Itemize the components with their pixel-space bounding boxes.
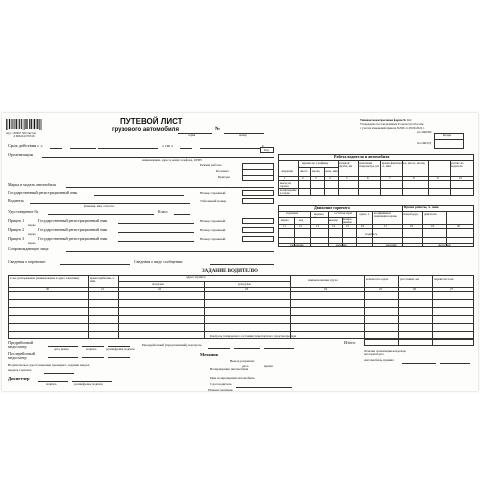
fuel-col-engine: двигателя xyxy=(424,212,437,216)
task-addr-load: погрузки xyxy=(152,282,164,286)
fuel-num-18: 18 xyxy=(410,224,413,228)
code-small: Код xyxy=(264,148,269,152)
pretrip-label: Предрейсовый медосмотр xyxy=(8,340,34,349)
mode-work: Режим работы xyxy=(200,163,222,167)
fuel-role-4: диспетчер xyxy=(438,243,452,247)
work-num-6: 6 xyxy=(367,176,369,180)
posttrip-label: Послерейсовый медосмотр xyxy=(8,351,35,360)
work-col-sign: распис-ка водителя xyxy=(451,161,464,168)
number-sign: № xyxy=(215,127,221,132)
pretrip-date-caption: дата, время xyxy=(54,347,69,351)
work-table-title: Работа водителя и автомобиля xyxy=(334,154,390,159)
fuel-title: Движение горючего xyxy=(314,205,350,210)
trailer-1-reg: Государственный регистрационный знак xyxy=(38,218,108,223)
dispatcher-decode-caption: расшифровка подписи xyxy=(74,382,103,386)
task-num-25: 25 xyxy=(379,287,382,291)
validity-to: » по « xyxy=(162,143,174,148)
trailer-2-label: Прицеп 2 xyxy=(8,227,25,232)
task-col-address: адрес пункта xyxy=(186,275,206,279)
dispatcher-sign-caption: подпись xyxy=(46,382,57,386)
time-label: время xyxy=(264,364,273,368)
work-num-5: 5 xyxy=(346,176,348,180)
fuel-time-title: Время работы, ч. мин. xyxy=(404,205,440,209)
control-label: Контроль технического состояния транспортного средства пройден xyxy=(210,334,297,338)
trailer-2-garage: Номер гаражный xyxy=(200,228,226,232)
work-ops-header: операция xyxy=(281,169,293,173)
work-num-7: 7 xyxy=(389,176,391,180)
trailer-3-label: Прицеп 3 xyxy=(8,236,25,241)
mode-brigade: Бригада xyxy=(218,175,230,179)
task-num-26: 26 xyxy=(413,287,416,291)
form-note-1: Типовая межотраслевая форма № 4-С xyxy=(360,118,412,122)
work-sched-header: время по графику xyxy=(302,161,329,165)
task-addr-unload: разгрузки xyxy=(238,282,251,286)
class-label: Класс xyxy=(158,209,168,214)
fuel-sub-brand: марка xyxy=(281,218,289,222)
trailer-1-label: Прицеп 1 xyxy=(8,218,25,223)
work-num-8: 8 xyxy=(413,176,415,180)
fuel-col-returned: сдано, л xyxy=(359,212,370,216)
dispatcher-label: Диспетчер xyxy=(8,376,30,381)
work-num-1: 1 xyxy=(284,176,286,180)
fuel-num-14: 14 xyxy=(332,224,335,228)
fuel-num-20: 20 xyxy=(457,224,460,228)
task-col-customer: в чье распоряжение (наименование и адрес заказчика) xyxy=(10,276,80,280)
work-col-speedo: показания спидометра, км xyxy=(359,161,379,168)
driver-caption: фамилия, имя, отчество xyxy=(84,204,115,208)
fuel-col-equip: спецоборуд. xyxy=(403,212,419,216)
mode-column: Колонна xyxy=(216,169,229,173)
handed-label: Сдал водитель xyxy=(210,382,232,386)
fuel-num-19: 19 xyxy=(431,224,434,228)
fuel-role-3: механик xyxy=(386,243,397,247)
accepted-label: Принял механик xyxy=(208,388,233,391)
tab-label: Табельный номер xyxy=(200,199,227,203)
task-title: ЗАДАНИЕ ВОДИТЕЛЮ xyxy=(202,269,258,274)
work-col-month: месяц xyxy=(312,169,320,173)
work-return: возвращение в гараж xyxy=(280,188,297,195)
fuel-col-remain: остаток при xyxy=(334,211,352,215)
when-return-label: При возвращении автомобиль xyxy=(210,376,255,380)
trailer-1-garage: Номер гаражный xyxy=(200,219,226,223)
validity-label: Срок действия с « xyxy=(8,143,43,148)
mechanic-label: Механик xyxy=(200,352,219,357)
codes-header: Коды xyxy=(443,133,451,137)
exit-allowed-label: Выезд разрешен xyxy=(230,359,255,363)
work-col-zero: нулевой пробег, км xyxy=(339,161,353,168)
work-num-10: 10 xyxy=(459,176,462,180)
fuel-num-12: 12 xyxy=(299,224,302,228)
task-num-20: 20 xyxy=(46,287,49,291)
car-accepted-label: Автомобиль принял xyxy=(364,358,394,362)
fuel-sub-exit: выезде xyxy=(329,218,338,222)
page-subtitle: грузового автомобиля xyxy=(112,127,179,133)
work-num-3: 3 xyxy=(315,176,317,180)
trailer-2-reg: Государственный регистрационный знак xyxy=(38,227,108,232)
escort-label: Сопровождающие лица: xyxy=(8,246,50,251)
org-caption: наименование, адрес и номер телефона, ОГРН xyxy=(142,158,202,162)
overload-label: Сведения о перевозке: xyxy=(8,259,47,264)
form-note-2: Утверждена постановлением Госкомстата России xyxy=(360,122,424,126)
car-brand-label: Марка и модель автомобиля xyxy=(8,182,56,187)
okpo-label: по ОКПО xyxy=(417,130,432,134)
task-num-27: 27 xyxy=(450,287,453,291)
trailer-2-sub: марка xyxy=(28,232,36,236)
car-garage-label: Номер гаражный xyxy=(200,191,226,195)
work-num-2: 2 xyxy=(302,176,304,180)
fuel-col-issued: выдано, л xyxy=(314,212,325,219)
pretrip-decode-caption: расшифровка подписи xyxy=(106,347,135,351)
fuel-num-11: 11 xyxy=(283,224,286,228)
license-label: Удостоверение № xyxy=(8,209,39,214)
work-col-day: число xyxy=(300,169,308,173)
license-check-label: Водительское удостоверение проверил, задание выдал, xyxy=(8,363,91,367)
series-caption: серия xyxy=(188,133,196,137)
fuel-role-1: заправщик xyxy=(290,243,304,247)
task-num-24: 24 xyxy=(324,287,327,291)
org-mark-label: Отметки организации-владельца автотранспорта xyxy=(364,349,406,356)
org-label: Организация xyxy=(8,152,33,157)
trailer-3-reg: Государственный регистрационный знак xyxy=(38,236,108,241)
fuel-sub-code: код xyxy=(299,218,304,222)
work-col-time: часы, мин. xyxy=(325,169,339,173)
issued-label: выдать горючее xyxy=(8,368,32,372)
fuel-num-15: 15 xyxy=(346,224,349,228)
article-code: Арт. 130097 500 листов xyxy=(6,131,36,135)
fuel-sign-label: подпись xyxy=(365,232,378,236)
trailer-3-sub: марка xyxy=(28,241,36,245)
task-col-tons: перевезти тонн xyxy=(434,277,454,281)
fuel-role-2: механик xyxy=(336,243,347,247)
task-num-21: 21 xyxy=(101,287,104,291)
number-caption: номер xyxy=(239,133,247,137)
fuel-num-13: 13 xyxy=(316,224,319,228)
work-num-4: 4 xyxy=(329,176,331,180)
task-col-trips: количество ездок xyxy=(366,277,389,281)
validity-year: г. xyxy=(262,143,265,148)
pretrip-control-label: Предрейсовый (предсменный) контроль xyxy=(142,343,202,347)
work-num-9: 9 xyxy=(437,176,439,180)
barcode-number: 4 606224 035316 xyxy=(13,134,35,138)
task-num-23: 23 xyxy=(245,287,248,291)
task-col-cargo: наименование груза xyxy=(308,278,338,282)
total-label: Итого xyxy=(344,340,356,345)
trailer-1-sub: марка xyxy=(28,223,36,227)
barcode-graphic xyxy=(6,119,42,130)
task-num-22: 22 xyxy=(158,287,161,291)
page-title: ПУТЕВОЙ ЛИСТ xyxy=(120,117,183,126)
return-label: Возвращение автомобиля xyxy=(210,367,249,371)
date-label: дата xyxy=(242,364,249,368)
fuel-num-16: 16 xyxy=(361,224,364,228)
fuel-num-17: 17 xyxy=(384,224,387,228)
work-col-actual: время фактическое, число, месяц, ч., мин. xyxy=(382,161,426,168)
trailer-3-garage: Номер гаражный xyxy=(200,237,226,241)
form-note-3: с учетом изменений приказа №390 от 28.09.2022 г. xyxy=(360,126,425,130)
overload-type-label: Сведения о виде сообщения: xyxy=(134,259,183,264)
task-col-arrival: время прибытия, ч. мин. xyxy=(90,276,115,283)
car-reg-label: Государственный регистрационный знак xyxy=(8,190,78,195)
driver-label: Водитель xyxy=(8,198,25,203)
fuel-col-coef: коэффициент изменения нормы xyxy=(374,211,397,218)
waybill-sheet xyxy=(2,113,478,391)
okud-label: по ОКУД xyxy=(417,141,431,145)
work-exit: выезд из гаража xyxy=(280,181,291,188)
fuel-sub-return: возвра-щении xyxy=(343,217,353,224)
pretrip-sign-caption: подпись xyxy=(86,347,97,351)
task-col-distance: расстояние, км xyxy=(400,277,419,281)
fuel-col-fuel: горючее xyxy=(286,211,299,215)
